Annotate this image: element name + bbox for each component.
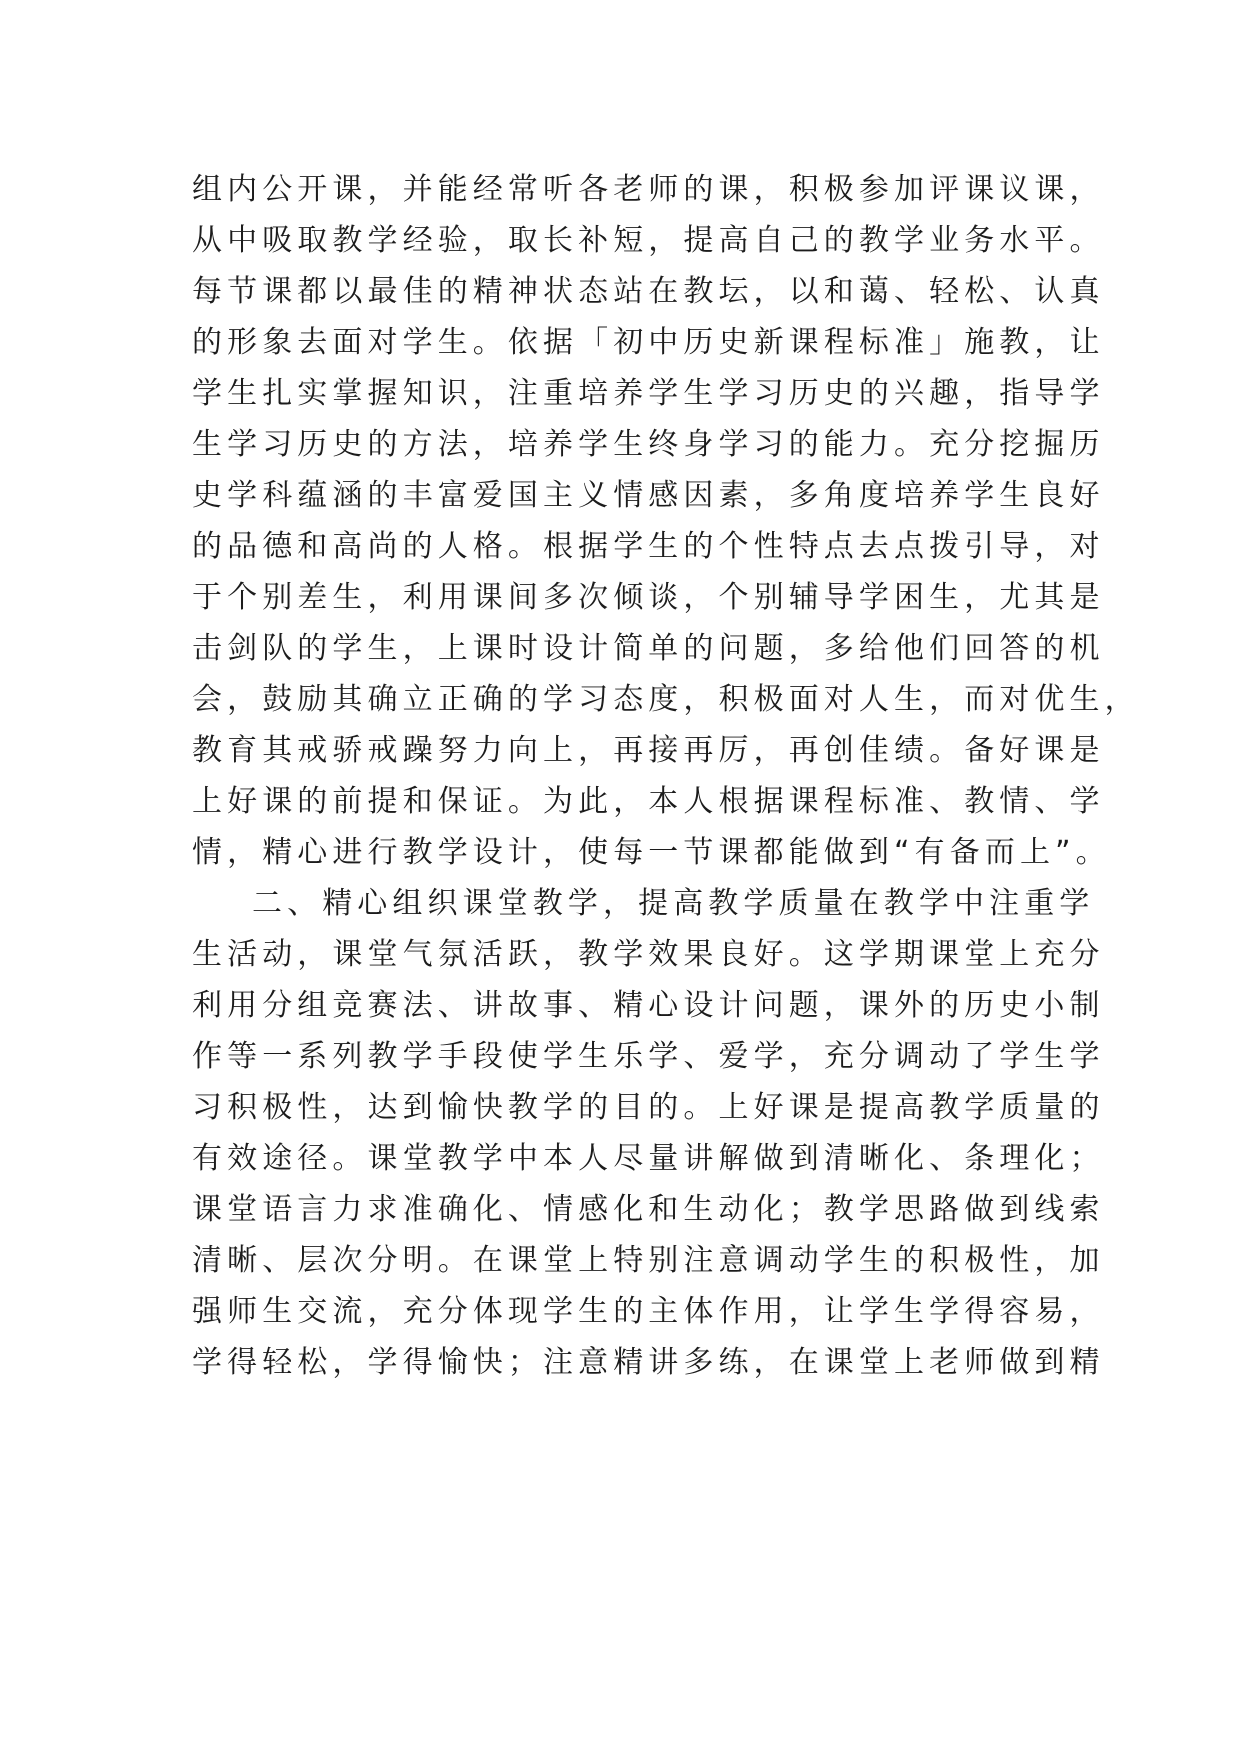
text-line: 学得轻松，学得愉快；注意精讲多练，在课堂上老师做到精 [192,1345,1105,1380]
text-line: 有效途径。课堂教学中本人尽量讲解做到清晰化、条理化； [192,1141,1105,1176]
text-line: 会，鼓励其确立正确的学习态度，积极面对人生，而对优生， [192,682,1140,717]
text-line: 生活动，课堂气氛活跃，教学效果良好。这学期课堂上充分 [192,937,1105,972]
text-line: 从中吸取教学经验，取长补短，提高自己的教学业务水平。 [192,223,1105,258]
text-line: 上好课的前提和保证。为此，本人根据课程标准、教情、学 [192,784,1105,819]
text-line: 史学科蕴涵的丰富爱国主义情感因素，多角度培养学生良好 [192,478,1105,513]
text-line: 习积极性，达到愉快教学的目的。上好课是提高教学质量的 [192,1090,1105,1125]
text-line: 击剑队的学生，上课时设计简单的问题，多给他们回答的机 [192,631,1105,666]
text-line: 课堂语言力求准确化、情感化和生动化；教学思路做到线索 [192,1192,1105,1227]
body-text [192,164,1140,1388]
text-line: 组内公开课，并能经常听各老师的课，积极参加评课议课， [192,172,1105,207]
paragraph-start-line: 二、精心组织课堂教学，提高教学质量在教学中注重学 [252,886,1095,921]
text-line: 于个别差生，利用课间多次倾谈，个别辅导学困生，尤其是 [192,580,1105,615]
text-line: 的形象去面对学生。依据「初中历史新课程标准」施教，让 [192,325,1105,360]
text-line: 教育其戒骄戒躁努力向上，再接再厉，再创佳绩。备好课是 [192,733,1105,768]
text-line: 生学习历史的方法，培养学生终身学习的能力。充分挖掘历 [192,427,1105,462]
text-line: 情，精心进行教学设计，使每一节课都能做到“有备而上”。 [192,835,1111,870]
text-line: 作等一系列教学手段使学生乐学、爱学，充分调动了学生学 [192,1039,1105,1074]
text-line: 学生扎实掌握知识，注重培养学生学习历史的兴趣，指导学 [192,376,1105,411]
text-line: 强师生交流，充分体现学生的主体作用，让学生学得容易， [192,1294,1105,1329]
text-line: 的品德和高尚的人格。根据学生的个性特点去点拨引导，对 [192,529,1105,564]
text-line: 清晰、层次分明。在课堂上特别注意调动学生的积极性，加 [192,1243,1105,1278]
text-line: 每节课都以最佳的精神状态站在教坛，以和蔼、轻松、认真 [192,274,1105,309]
text-line: 利用分组竞赛法、讲故事、精心设计问题，课外的历史小制 [192,988,1105,1023]
